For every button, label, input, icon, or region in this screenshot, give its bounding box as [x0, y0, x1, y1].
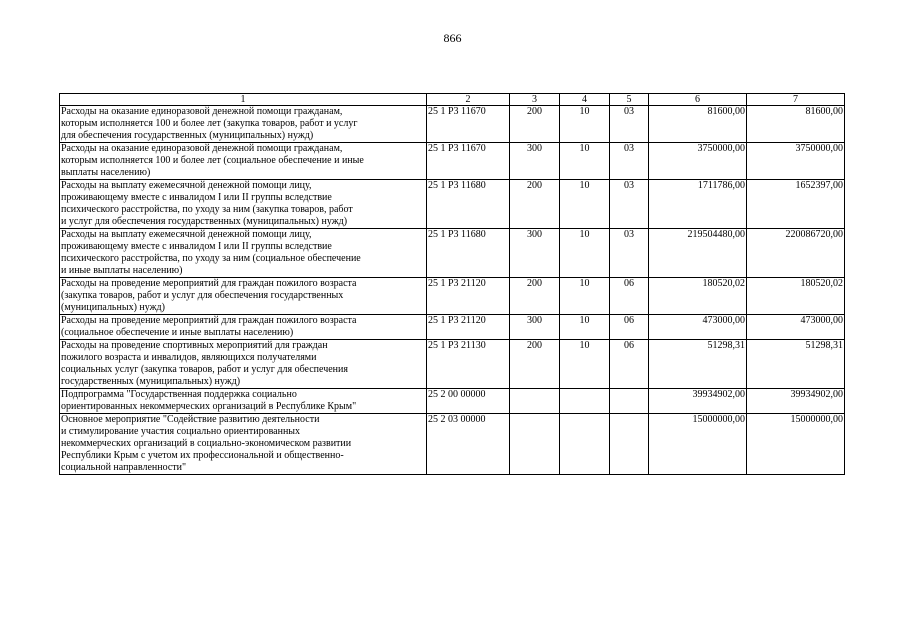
row-value-7: 180520,02 [747, 278, 845, 315]
row-code: 25 1 Р3 21120 [427, 278, 510, 315]
description-line: социальной направленности" [61, 462, 187, 473]
table-row [60, 278, 845, 315]
row-value-6: 39934902,00 [649, 389, 747, 414]
row-description [60, 143, 427, 180]
row-description [60, 229, 427, 278]
description-line: и иные выплаты населению) [61, 265, 183, 276]
description-line: и услуг для обеспечения государственных (муниципальных) нужд) [61, 216, 348, 227]
row-value-6: 51298,31 [649, 340, 747, 389]
header-col-3: 3 [510, 94, 560, 106]
row-code: 25 2 03 00000 [427, 414, 510, 475]
row-col5: 06 [610, 315, 649, 340]
row-col3 [510, 389, 560, 414]
table-row [60, 340, 845, 389]
row-col5: 03 [610, 106, 649, 143]
header-col-7: 7 [747, 94, 845, 106]
table-row [60, 389, 845, 414]
row-col3: 200 [510, 106, 560, 143]
row-value-7: 1652397,00 [747, 180, 845, 229]
row-col4: 10 [560, 315, 610, 340]
description-line: ориентированных некоммерческих организаций в Республике Крым" [61, 401, 357, 412]
row-col4: 10 [560, 229, 610, 278]
description-line: для обеспечения государственных (муниципальных) нужд) [61, 130, 314, 141]
row-col3: 200 [510, 340, 560, 389]
page-number: 866 [443, 31, 462, 45]
row-value-6: 15000000,00 [649, 414, 747, 475]
table-row [60, 106, 845, 143]
header-col-4: 4 [560, 94, 610, 106]
description-line: (муниципальных) нужд) [61, 302, 165, 313]
header-col-5: 5 [610, 94, 649, 106]
row-col3: 300 [510, 143, 560, 180]
row-col5 [610, 389, 649, 414]
row-code: 25 1 Р3 11670 [427, 143, 510, 180]
row-col4 [560, 414, 610, 475]
row-description [60, 180, 427, 229]
description-line: пожилого возраста и инвалидов, являющихся получателями [61, 352, 317, 363]
table-row [60, 315, 845, 340]
row-value-6: 473000,00 [649, 315, 747, 340]
row-value-6: 219504480,00 [649, 229, 747, 278]
row-col3: 200 [510, 278, 560, 315]
description-line: проживающему вместе с инвалидом I или II группы вследствие [61, 192, 332, 203]
row-col3: 200 [510, 180, 560, 229]
row-col5: 03 [610, 229, 649, 278]
row-value-7: 3750000,00 [747, 143, 845, 180]
description-line: Подпрограмма "Государственная поддержка социально [61, 389, 297, 400]
header-col-6: 6 [649, 94, 747, 106]
row-code: 25 2 00 00000 [427, 389, 510, 414]
row-code: 25 1 Р3 11680 [427, 229, 510, 278]
description-line: психического расстройства, по уходу за ним (социальное обеспечение [61, 253, 361, 264]
row-col5: 06 [610, 278, 649, 315]
header-col-2: 2 [427, 94, 510, 106]
row-description [60, 106, 427, 143]
row-code: 25 1 Р3 21120 [427, 315, 510, 340]
description-line: проживающему вместе с инвалидом I или II группы вследствие [61, 241, 332, 252]
row-col4: 10 [560, 180, 610, 229]
row-value-7: 51298,31 [747, 340, 845, 389]
description-line: (закупка товаров, работ и услуг для обеспечения государственных [61, 290, 344, 301]
description-line: психического расстройства, по уходу за ним (закупка товаров, работ [61, 204, 353, 215]
row-col3: 300 [510, 229, 560, 278]
description-line: Республики Крым с учетом их профессиональной и общественно- [61, 450, 344, 461]
description-line: (социальное обеспечение и иные выплаты населению) [61, 327, 294, 338]
table-row [60, 180, 845, 229]
description-line: Расходы на выплату ежемесячной денежной помощи лицу, [61, 229, 312, 240]
row-code: 25 1 Р3 11670 [427, 106, 510, 143]
row-value-6: 81600,00 [649, 106, 747, 143]
row-col5: 06 [610, 340, 649, 389]
table-row [60, 414, 845, 475]
row-value-6: 3750000,00 [649, 143, 747, 180]
description-line: государственных (муниципальных) нужд) [61, 376, 241, 387]
row-col5: 03 [610, 143, 649, 180]
row-code: 25 1 Р3 11680 [427, 180, 510, 229]
description-line: Расходы на оказание единоразовой денежной помощи гражданам, [61, 106, 343, 117]
description-line: которым исполняется 100 и более лет (закупка товаров, работ и услуг [61, 118, 358, 129]
header-col-1: 1 [60, 94, 427, 106]
row-description [60, 389, 427, 414]
description-line: Расходы на оказание единоразовой денежной помощи гражданам, [61, 143, 343, 154]
row-description [60, 278, 427, 315]
row-col4: 10 [560, 340, 610, 389]
description-line: выплаты населению) [61, 167, 151, 178]
row-col3 [510, 414, 560, 475]
row-value-7: 81600,00 [747, 106, 845, 143]
row-value-7: 220086720,00 [747, 229, 845, 278]
row-description [60, 414, 427, 475]
budget-table [59, 93, 845, 475]
description-line: Расходы на проведение спортивных мероприятий для граждан [61, 340, 328, 351]
row-value-6: 1711786,00 [649, 180, 747, 229]
description-line: Расходы на проведение мероприятий для граждан пожилого возраста [61, 278, 357, 289]
description-line: и стимулирование участия социально ориентированных [61, 426, 301, 437]
header-row [60, 94, 845, 106]
row-description [60, 315, 427, 340]
description-line: социальных услуг (закупка товаров, работ и услуг для обеспечения [61, 364, 348, 375]
row-value-7: 39934902,00 [747, 389, 845, 414]
row-col4 [560, 389, 610, 414]
row-col4: 10 [560, 106, 610, 143]
row-col4: 10 [560, 143, 610, 180]
row-value-6: 180520,02 [649, 278, 747, 315]
description-line: Расходы на выплату ежемесячной денежной помощи лицу, [61, 180, 312, 191]
row-col3: 300 [510, 315, 560, 340]
table-row [60, 143, 845, 180]
row-description [60, 340, 427, 389]
row-value-7: 473000,00 [747, 315, 845, 340]
row-value-7: 15000000,00 [747, 414, 845, 475]
row-col5 [610, 414, 649, 475]
table-row [60, 229, 845, 278]
row-col4: 10 [560, 278, 610, 315]
description-line: которым исполняется 100 и более лет (социальное обеспечение и иные [61, 155, 364, 166]
description-line: Основное мероприятие "Содействие развитию деятельности [61, 414, 320, 425]
description-line: некоммерческих организаций в социально-экономическом развитии [61, 438, 352, 449]
row-code: 25 1 Р3 21130 [427, 340, 510, 389]
row-col5: 03 [610, 180, 649, 229]
description-line: Расходы на проведение мероприятий для граждан пожилого возраста [61, 315, 357, 326]
